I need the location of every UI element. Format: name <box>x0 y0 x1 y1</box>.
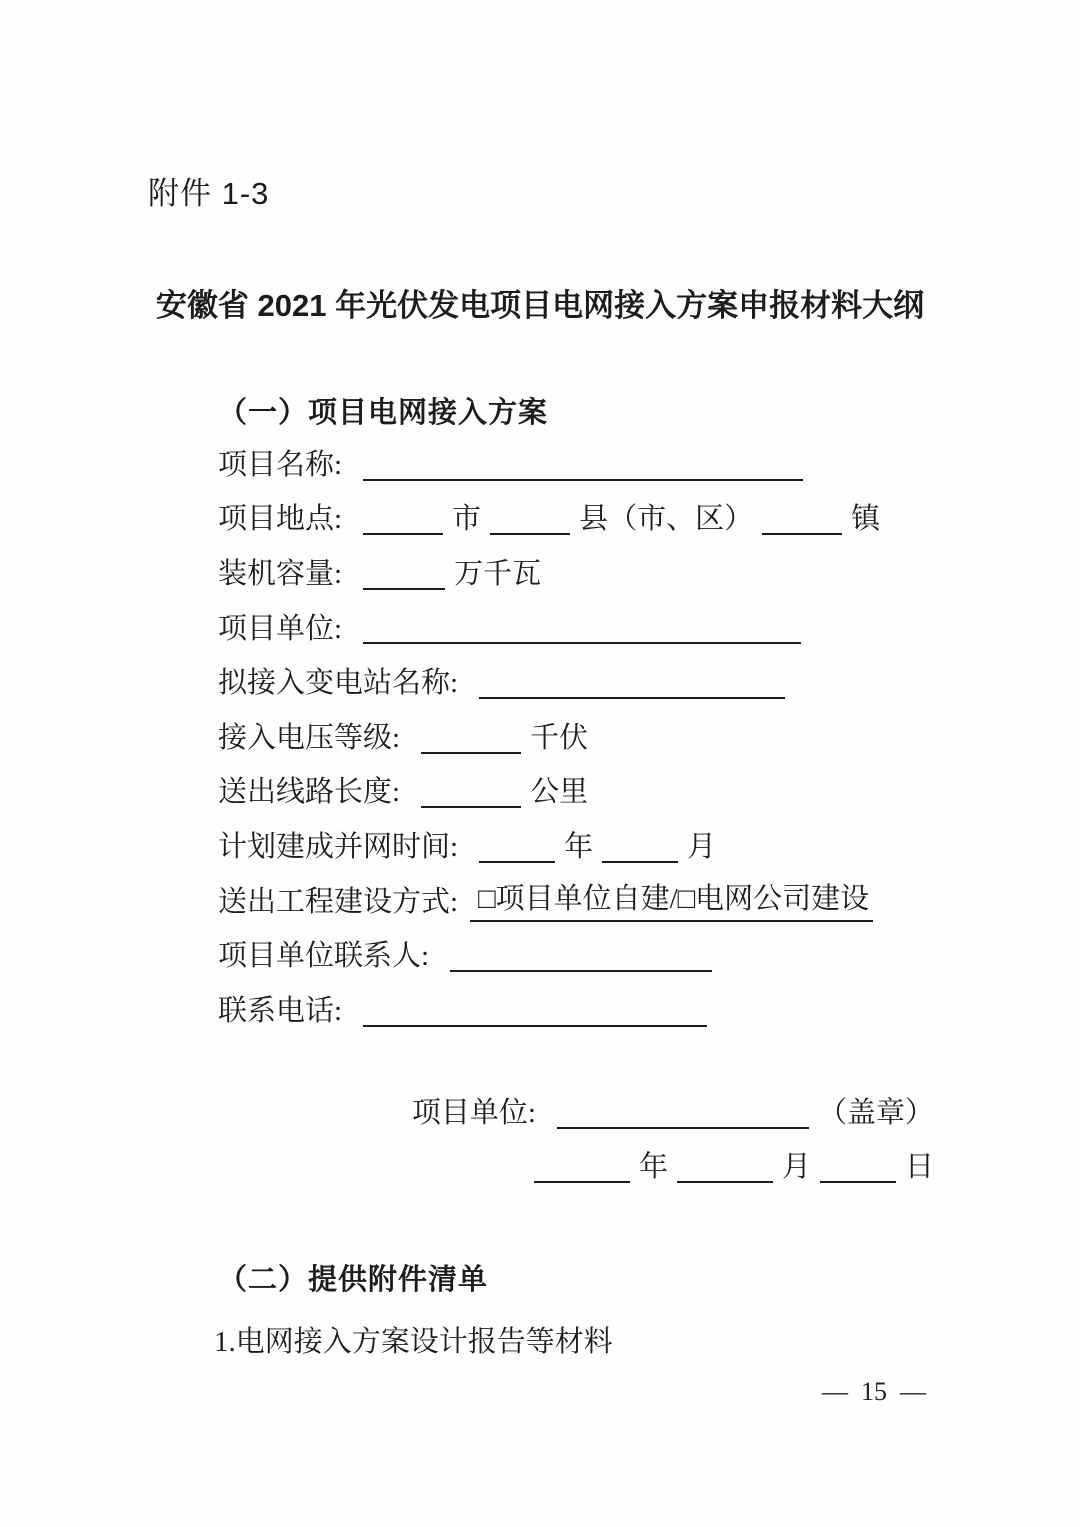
line-length-row <box>218 763 958 818</box>
project-location-blank-line <box>490 533 570 535</box>
footer-dash-right: — <box>900 1377 926 1406</box>
substation-name-label: 拟接入变电站名称: <box>218 667 459 700</box>
signature-date-text: 年 <box>638 1151 668 1184</box>
unit-contact-row <box>218 926 958 981</box>
section-two-heading: （二）提供附件清单 <box>218 1264 489 1296</box>
project-location-text: 县（市、区） <box>579 503 754 536</box>
voltage-level-blank-line <box>421 752 521 754</box>
project-name-label: 项目名称: <box>218 448 343 481</box>
grid-connection-time-blank-line <box>602 861 678 863</box>
voltage-level-text: 千伏 <box>530 721 589 754</box>
voltage-level-label: 接入电压等级: <box>218 721 401 754</box>
page-number: 15 <box>861 1377 887 1406</box>
signature-date-blank-line <box>820 1181 896 1183</box>
signature-unit-row <box>218 1083 934 1138</box>
substation-name-blank-line <box>479 697 785 699</box>
project-unit-row <box>218 599 958 654</box>
unit-contact-label: 项目单位联系人: <box>218 940 430 973</box>
project-location-blank-line <box>363 533 443 535</box>
attachment-number-label: 附件 1-3 <box>148 176 270 211</box>
construction-mode-label: 送出工程建设方式: <box>218 885 459 918</box>
contact-phone-row <box>218 981 958 1036</box>
project-location-text: 镇 <box>851 503 881 536</box>
section-one-heading: （一）项目电网接入方案 <box>218 397 549 429</box>
voltage-level-row <box>218 708 958 763</box>
installed-capacity-text: 万千瓦 <box>454 557 542 590</box>
grid-connection-time-row <box>218 817 958 872</box>
substation-name-row <box>218 653 958 708</box>
construction-mode-row <box>218 872 958 927</box>
grid-connection-time-text: 年 <box>564 830 594 863</box>
project-name-row <box>218 435 958 490</box>
signature-unit-label: 项目单位: <box>411 1096 536 1129</box>
installed-capacity-blank-line <box>363 588 445 590</box>
signature-date-blank-line <box>534 1181 630 1183</box>
signature-date-blank-line <box>677 1181 773 1183</box>
page-footer <box>822 1377 926 1407</box>
line-length-blank-line <box>421 806 521 808</box>
footer-dash-left: — <box>822 1377 848 1406</box>
project-location-blank-line <box>762 533 842 535</box>
contact-phone-label: 联系电话: <box>218 994 343 1027</box>
signature-block <box>218 1083 934 1192</box>
project-unit-blank-line <box>363 642 801 644</box>
contact-phone-blank-line <box>363 1025 707 1027</box>
installed-capacity-row <box>218 544 958 599</box>
project-location-text: 市 <box>452 503 482 536</box>
grid-connection-time-label: 计划建成并网时间: <box>218 830 459 863</box>
attachment-list-item: 1.电网接入方案设计报告等材料 <box>214 1325 613 1358</box>
signature-date-text: 日 <box>904 1151 934 1184</box>
project-name-blank-line <box>363 479 803 481</box>
grid-access-form-fields <box>218 435 958 1036</box>
grid-connection-time-text: 月 <box>687 830 717 863</box>
unit-contact-blank-line <box>450 970 712 972</box>
attachment-checklist <box>214 1312 613 1367</box>
document-title: 安徽省 2021 年光伏发电项目电网接入方案申报材料大纲 <box>155 288 925 323</box>
construction-mode-text: □项目单位自建/□电网公司建设 <box>470 876 873 922</box>
project-location-label: 项目地点: <box>218 503 343 536</box>
grid-connection-time-blank-line <box>479 861 555 863</box>
project-location-row <box>218 490 958 545</box>
signature-unit-text: （盖章） <box>817 1096 934 1129</box>
line-length-text: 公里 <box>530 776 589 809</box>
signature-date-row <box>218 1138 934 1193</box>
line-length-label: 送出线路长度: <box>218 776 401 809</box>
signature-date-text: 月 <box>781 1151 811 1184</box>
signature-unit-blank-line <box>557 1127 809 1129</box>
project-unit-label: 项目单位: <box>218 612 343 645</box>
installed-capacity-label: 装机容量: <box>218 557 343 590</box>
